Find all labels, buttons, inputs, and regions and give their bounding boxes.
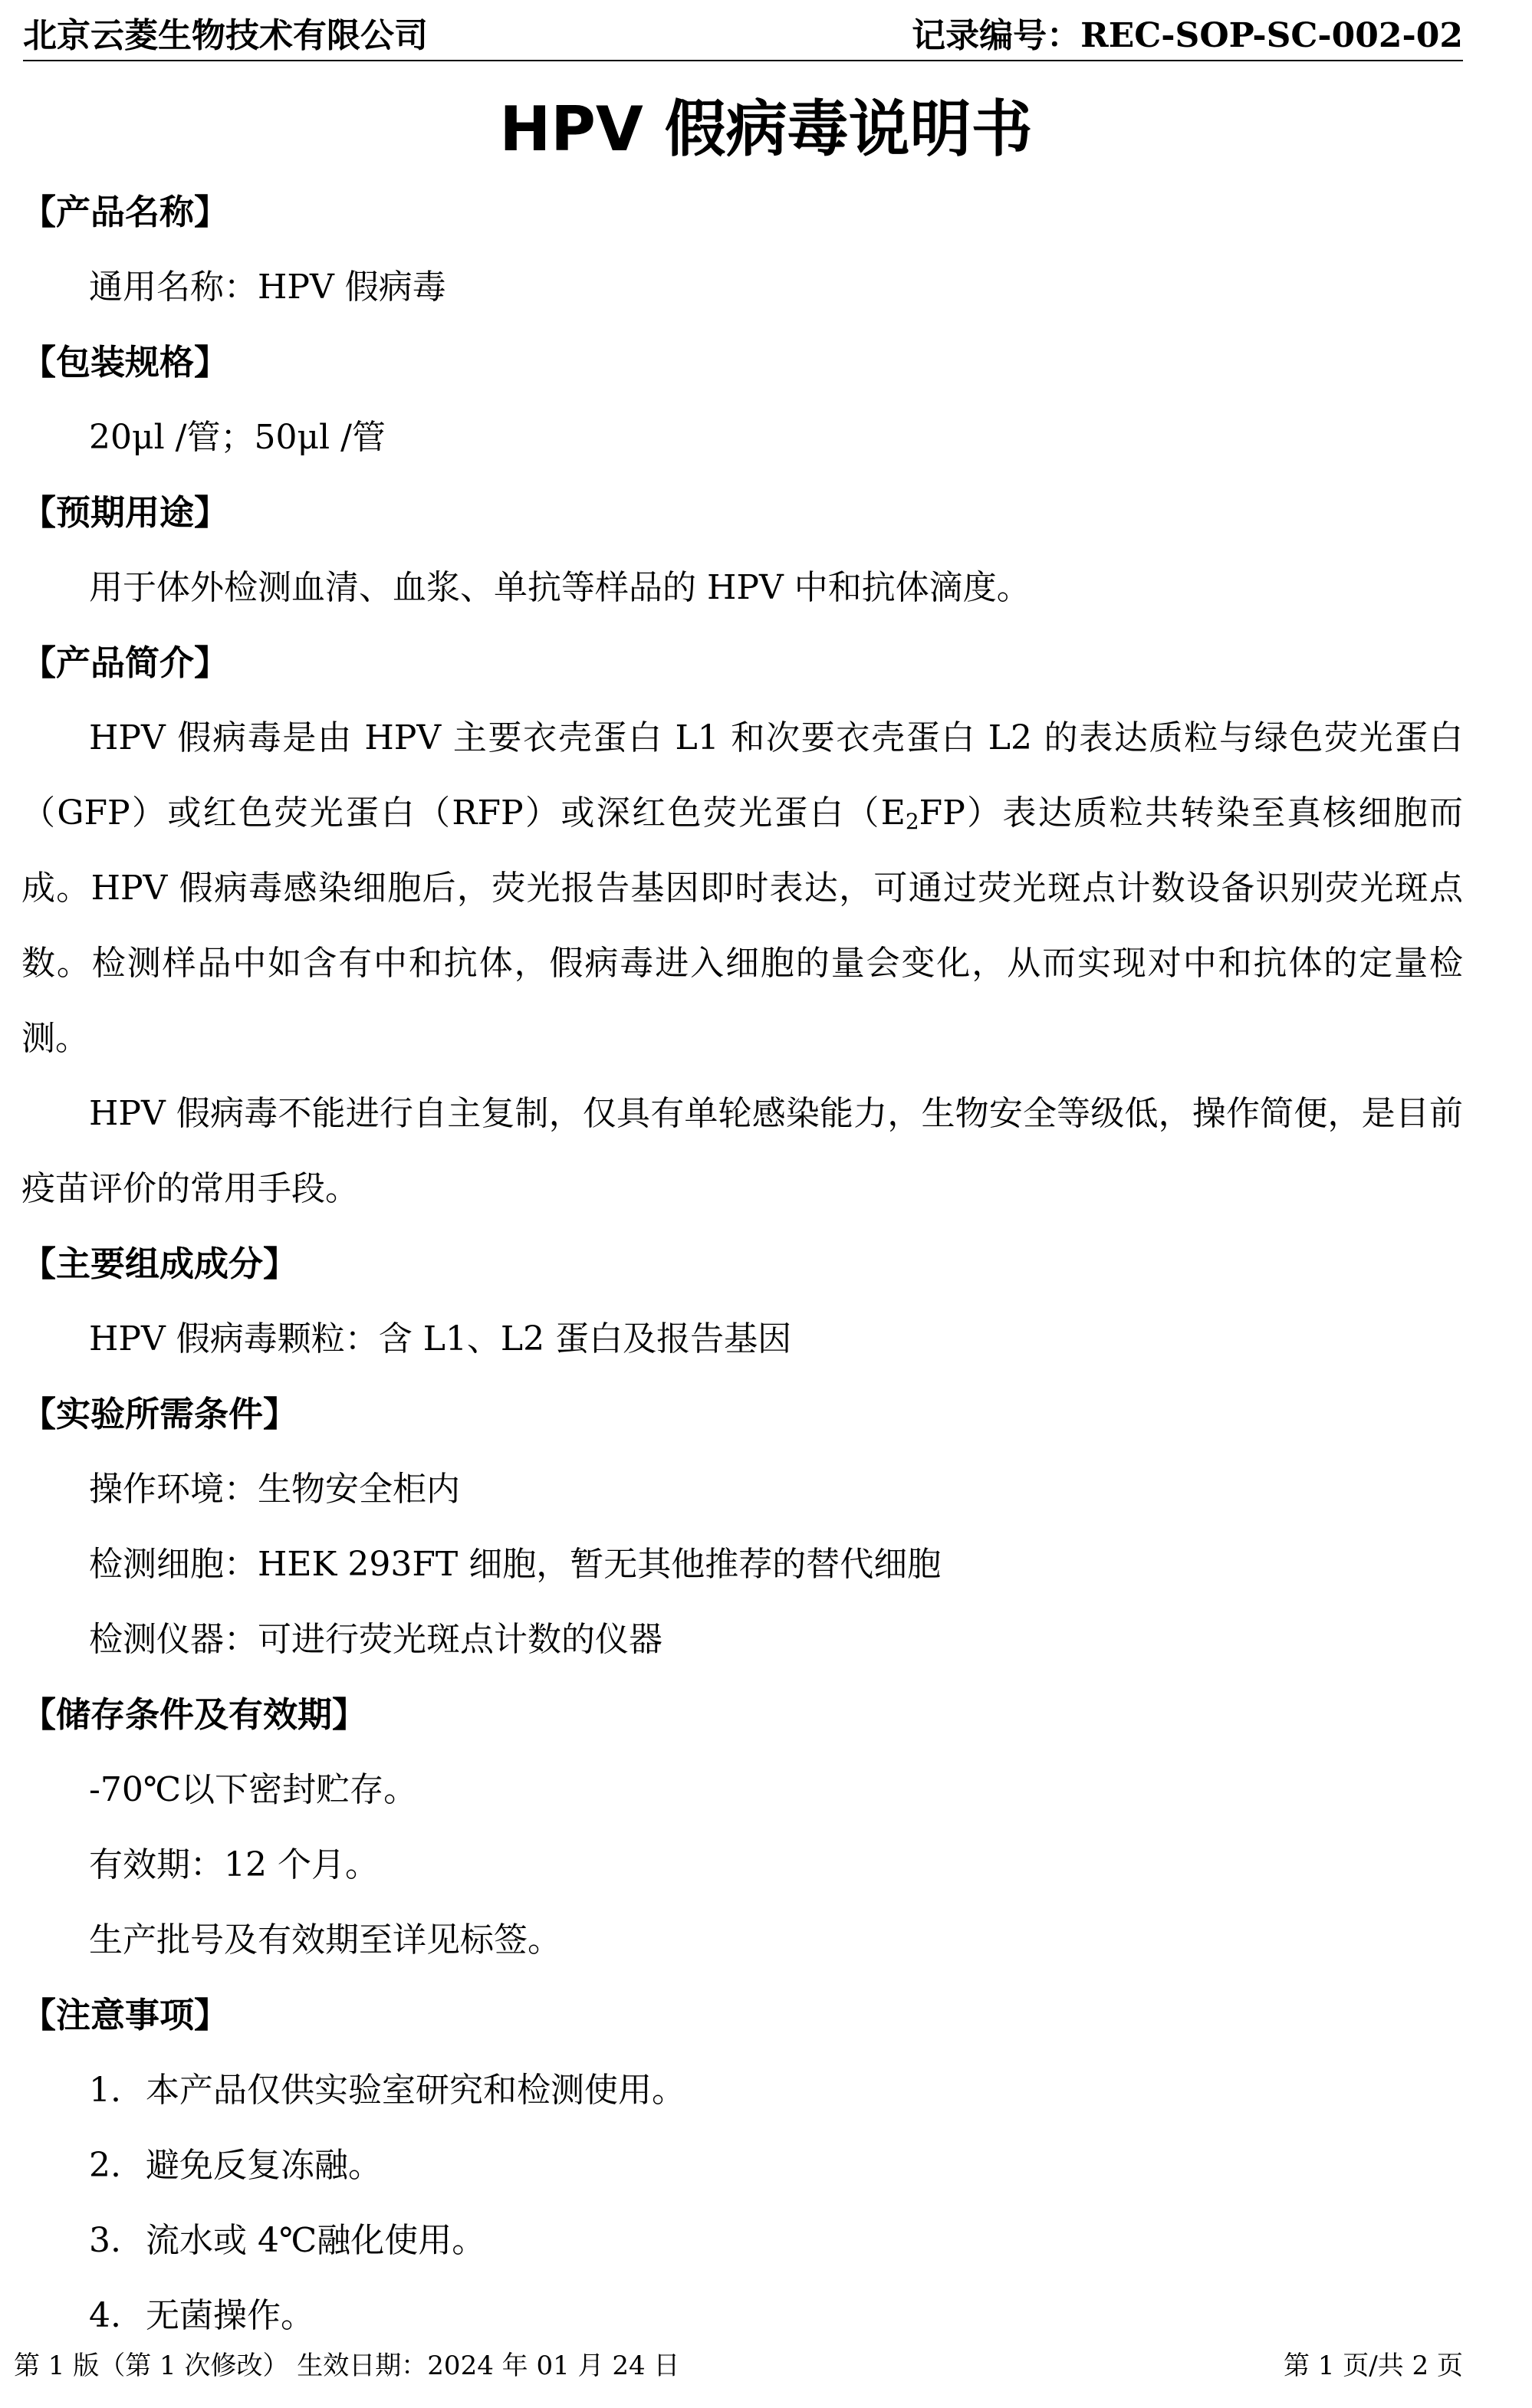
list-item	[21, 2203, 1463, 2278]
package-spec: 20μl /管；50μl /管	[89, 418, 386, 457]
section-title-package: 【包装规格】	[21, 342, 229, 383]
product-generic-name: 通用名称：HPV 假病毒	[89, 268, 446, 307]
intro-text-part-2: FP）表达质粒共转染至真核细胞而成。HPV 假病毒感染细胞后，荧光报告基因即时表达，可通过荧光斑点计数设备识别荧光斑点数。检测样品中如含有中和抗体，假病毒进入细胞的量会变化，从而实现对中和抗体的定量检测。	[21, 793, 1464, 1058]
intro-paragraph-1	[21, 701, 1463, 1076]
list-item	[21, 2278, 1463, 2354]
intro-subscript: 2	[905, 809, 919, 834]
list-item-number: 1.	[89, 2071, 121, 2110]
composition-text: HPV 假病毒颗粒：含 L1、L2 蛋白及报告基因	[89, 1319, 792, 1358]
list-item	[21, 2053, 1463, 2128]
page-header	[23, 9, 1463, 61]
list-item-text: 无菌操作。	[146, 2296, 314, 2335]
storage-batch-info: 生产批号及有效期至详见标签。	[89, 1920, 561, 1960]
condition-environment: 操作环境：生物安全柜内	[89, 1470, 460, 1509]
document-body	[21, 175, 1463, 2354]
section-title-storage: 【储存条件及有效期】	[21, 1694, 367, 1735]
storage-temperature: -70℃以下密封贮存。	[89, 1770, 418, 1809]
list-item-text: 流水或 4℃融化使用。	[146, 2221, 486, 2260]
document-title: HPV 假病毒说明书	[499, 94, 1033, 165]
list-item-text: 本产品仅供实验室研究和检测使用。	[146, 2071, 685, 2110]
intro-paragraph-2: HPV 假病毒不能进行自主复制，仅具有单轮感染能力，生物安全等级低，操作简便，是目前疫苗评价的常用手段。	[21, 1094, 1463, 1208]
list-item-number: 4.	[89, 2296, 121, 2335]
condition-instrument: 检测仪器：可进行荧光斑点计数的仪器	[89, 1620, 662, 1659]
section-title-intro: 【产品简介】	[21, 642, 229, 683]
section-title-product-name: 【产品名称】	[21, 192, 229, 232]
section-title-conditions: 【实验所需条件】	[21, 1394, 298, 1434]
version-effective-date: 第 1 版（第 1 次修改） 生效日期：2024 年 01 月 24 日	[14, 2351, 680, 2381]
company-name: 北京云菱生物技术有限公司	[23, 16, 428, 55]
page-number: 第 1 页/共 2 页	[1284, 2351, 1463, 2381]
list-item-number: 3.	[89, 2221, 121, 2260]
page-footer	[14, 2344, 1463, 2382]
section-title-notes: 【注意事项】	[21, 1995, 229, 2035]
intro-text-part-1: HPV 假病毒是由 HPV 主要衣壳蛋白 L1 和次要衣壳蛋白 L2 的表达质粒与绿色荧光蛋白（GFP）或红色荧光蛋白（RFP）或深红色荧光蛋白（E	[21, 718, 1463, 833]
section-title-usage: 【预期用途】	[21, 492, 229, 533]
list-item-text: 避免反复冻融。	[146, 2146, 382, 2185]
list-item-number: 2.	[89, 2146, 121, 2185]
condition-cells: 检测细胞：HEK 293FT 细胞，暂无其他推荐的替代细胞	[89, 1545, 942, 1584]
list-item	[21, 2128, 1463, 2203]
storage-shelf-life: 有效期：12 个月。	[89, 1845, 379, 1884]
usage-text: 用于体外检测血清、血浆、单抗等样品的 HPV 中和抗体滴度。	[89, 568, 1031, 607]
section-title-composition: 【主要组成成分】	[21, 1243, 298, 1284]
record-number: 记录编号：REC-SOP-SC-002-02	[912, 16, 1463, 55]
